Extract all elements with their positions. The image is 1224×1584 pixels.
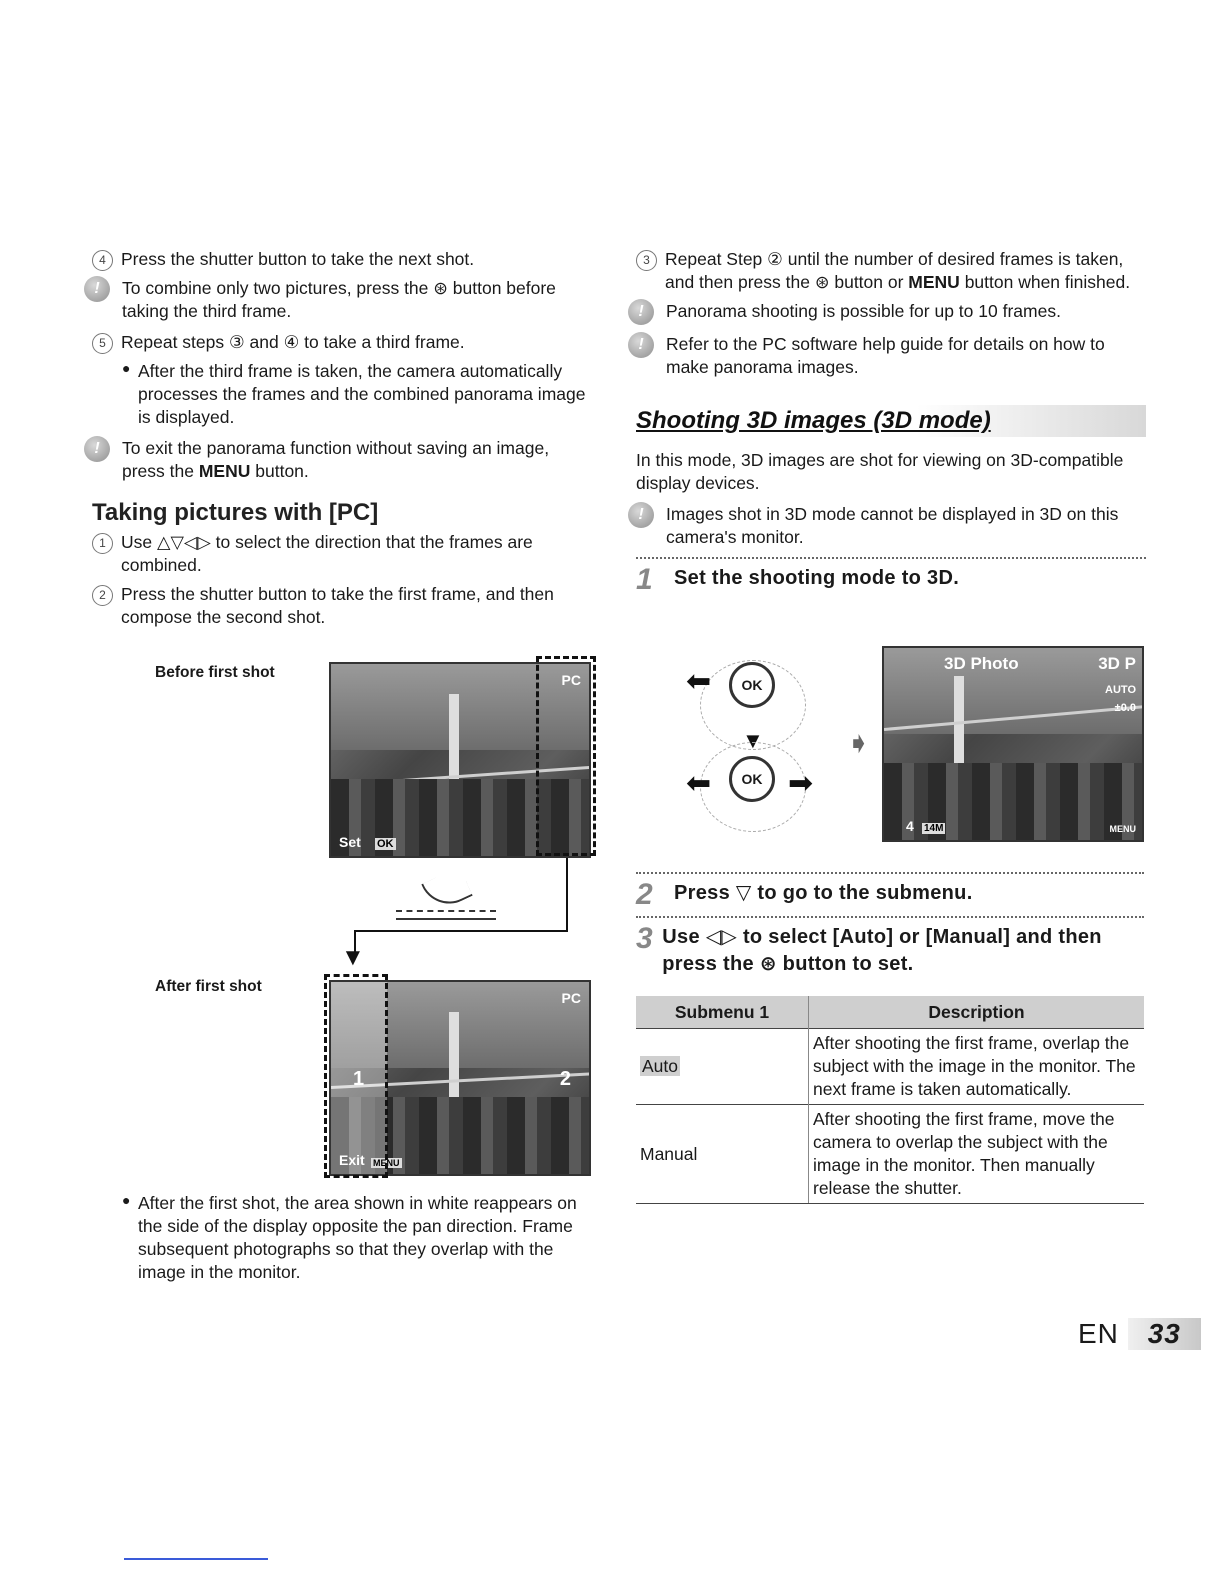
bullet-icon: ● bbox=[122, 1192, 131, 1208]
step-number: 1 bbox=[92, 533, 113, 554]
bullet-icon: ● bbox=[122, 360, 131, 376]
divider bbox=[636, 557, 1146, 559]
right-arrow-icon: ➡ bbox=[788, 767, 814, 800]
step-number: 3 bbox=[636, 250, 657, 271]
intro-text: In this mode, 3D images are shot for viewing on 3D-compatible display devices. bbox=[636, 450, 1124, 493]
left-column bbox=[92, 248, 592, 635]
menu-keyword: MENU bbox=[198, 461, 251, 481]
note bbox=[92, 437, 592, 483]
step-4 bbox=[92, 248, 592, 271]
menu-keyword: MENU bbox=[908, 272, 960, 292]
step-pc-2 bbox=[92, 583, 592, 629]
big-step-text: Set the shooting mode to 3D. bbox=[674, 567, 960, 589]
note bbox=[92, 277, 592, 323]
mode-title: 3D Photo bbox=[944, 654, 1019, 673]
big-step-text: Use ◁▷ to select [Auto] or [Manual] and then press the ⊛ button to set. bbox=[662, 926, 1102, 975]
step-5 bbox=[92, 331, 592, 354]
caution-icon: ! bbox=[628, 299, 654, 325]
caution-icon: ! bbox=[628, 502, 654, 528]
bullet-item bbox=[122, 360, 592, 429]
language-code: EN bbox=[1078, 1318, 1119, 1349]
table-cell: After shooting the first frame, move the camera to overlap the subject with the image in the monitor. Then manually release the shutter. bbox=[809, 1105, 1145, 1204]
note-text: Refer to the PC software help guide for details on how to make panorama images. bbox=[666, 334, 1105, 377]
mode-icon: 3D P bbox=[1098, 654, 1136, 673]
osd-set: Set bbox=[339, 834, 361, 850]
next-arrow-icon: ➧ bbox=[846, 727, 872, 760]
pc-mode-icon: PC bbox=[561, 672, 581, 688]
divider bbox=[636, 872, 1144, 874]
bullet-item bbox=[122, 1192, 588, 1284]
ok-button-icon: OK bbox=[729, 756, 775, 802]
label-after-first-shot: After first shot bbox=[155, 978, 262, 995]
caution-icon: ! bbox=[628, 332, 654, 358]
big-step-2 bbox=[636, 880, 1144, 910]
big-step-number: 2 bbox=[636, 878, 653, 911]
bottom-rule bbox=[124, 1558, 268, 1560]
note-text: To exit the panorama function without saving an image, press the MENU button. bbox=[122, 438, 550, 481]
section-heading: Taking pictures with [PC] bbox=[92, 499, 379, 526]
table-cell: Manual bbox=[636, 1105, 809, 1204]
left-arrow-icon: ⬅ bbox=[686, 665, 712, 698]
shutter-press-illustration bbox=[396, 872, 500, 920]
submenu-table bbox=[636, 996, 1144, 1204]
auto-indicator: AUTO bbox=[1105, 684, 1136, 696]
option-name: Auto bbox=[642, 1056, 678, 1076]
frame-number-2: 2 bbox=[559, 1068, 571, 1090]
shot-count: 4 bbox=[906, 818, 914, 834]
osd-exit: Exit bbox=[339, 1152, 365, 1168]
label-before-first-shot: Before first shot bbox=[155, 664, 275, 681]
table-cell bbox=[636, 1029, 809, 1105]
right-column bbox=[636, 248, 1146, 595]
note-text: Panorama shooting is possible for up to 10 frames. bbox=[666, 301, 1061, 321]
connector-line bbox=[566, 858, 568, 932]
step-text: Use △▽◁▷ to select the direction that the frames are combined. bbox=[121, 532, 533, 575]
ok-badge: OK bbox=[377, 838, 394, 850]
note-text: Images shot in 3D mode cannot be displayed in 3D on this camera's monitor. bbox=[666, 504, 1119, 547]
bullet-text: After the third frame is taken, the camera automatically processes the frames and the combined panorama image is displayed. bbox=[138, 361, 586, 427]
table-row bbox=[636, 1029, 1144, 1105]
menu-badge: MENU bbox=[1109, 824, 1136, 834]
table-cell: After shooting the first frame, overlap the subject with the image in the monitor. The next frame is taken automatically. bbox=[809, 1029, 1145, 1105]
section-title: Shooting 3D images (3D mode) bbox=[636, 405, 1146, 437]
divider bbox=[636, 916, 1144, 918]
big-step-number: 3 bbox=[636, 922, 653, 955]
menu-badge: MENU bbox=[373, 1158, 400, 1168]
note-text: To combine only two pictures, press the ⊛ button before taking the third frame. bbox=[122, 278, 556, 321]
pc-mode-icon: PC bbox=[561, 990, 581, 1006]
steps-2-3 bbox=[636, 866, 1144, 978]
connector-line bbox=[354, 930, 568, 932]
step-3 bbox=[636, 248, 1146, 294]
ok-button-icon: OK bbox=[729, 662, 775, 708]
step-text: Repeat steps ③ and ④ to take a third frame. bbox=[121, 332, 465, 352]
down-arrow-icon: ▼ bbox=[742, 728, 764, 753]
camera-screen-3d bbox=[882, 646, 1144, 842]
ev-indicator: ±0.0 bbox=[1114, 702, 1136, 714]
page-number: 33 bbox=[1128, 1318, 1201, 1350]
down-arrow-icon: ▼ bbox=[341, 944, 365, 971]
bullet-text: After the first shot, the area shown in white reappears on the side of the display opposite the pan direction. Frame subsequent photographs so that they overlap with the image in the monitor. bbox=[138, 1193, 577, 1282]
big-step-text: Press ▽ to go to the submenu. bbox=[674, 882, 973, 904]
submenu-table-wrapper bbox=[636, 996, 1144, 1204]
step-number: 4 bbox=[92, 250, 113, 271]
big-step-3 bbox=[636, 924, 1144, 978]
frame-area-outline bbox=[324, 974, 388, 1178]
caution-icon: ! bbox=[84, 436, 110, 462]
step-pc-1 bbox=[92, 531, 592, 577]
note bbox=[636, 333, 1146, 379]
step-text: Repeat Step ② until the number of desired frames is taken, and then press the ⊛ button or MENU button when finished. bbox=[665, 249, 1131, 292]
step-number: 5 bbox=[92, 333, 113, 354]
step-text: Press the shutter button to take the first frame, and then compose the second shot. bbox=[121, 584, 554, 627]
frame-area-outline bbox=[536, 656, 596, 856]
left-arrow-icon: ⬅ bbox=[686, 767, 712, 800]
caution-icon: ! bbox=[84, 276, 110, 302]
size-badge: 14M bbox=[924, 823, 944, 834]
table-header: Description bbox=[809, 996, 1145, 1029]
step-number: 2 bbox=[92, 585, 113, 606]
table-row bbox=[636, 1105, 1144, 1204]
table-header: Submenu 1 bbox=[636, 996, 809, 1029]
frame-number-1: 1 bbox=[353, 1068, 365, 1090]
page-footer bbox=[1078, 1318, 1201, 1350]
step-text: Press the shutter button to take the next shot. bbox=[121, 249, 475, 269]
big-step-number: 1 bbox=[636, 563, 653, 596]
note bbox=[636, 300, 1146, 325]
big-step-1 bbox=[636, 565, 1146, 595]
note bbox=[636, 503, 1146, 549]
